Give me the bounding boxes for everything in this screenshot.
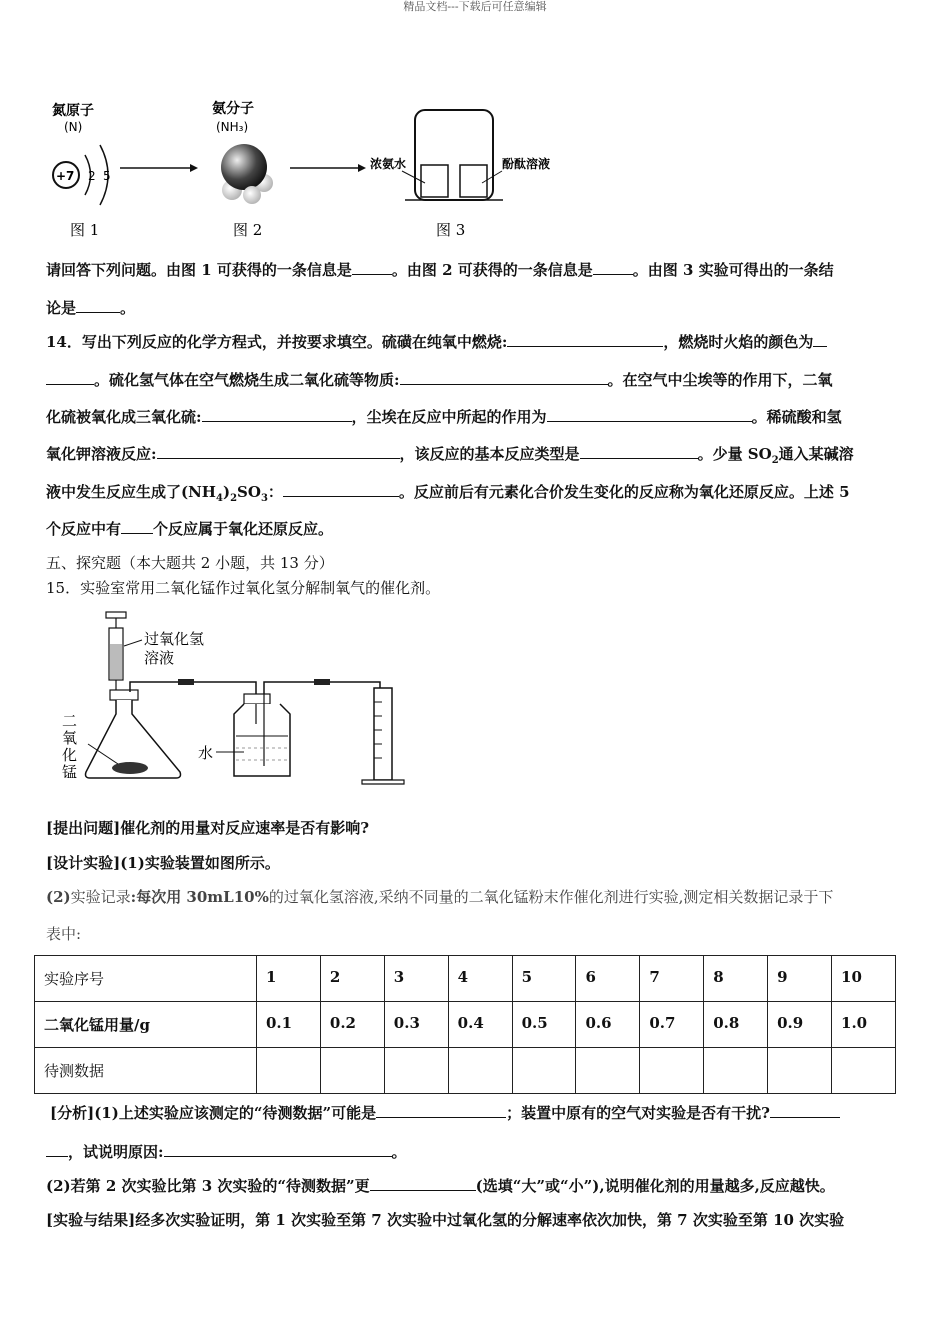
input-cell[interactable]: [257, 1048, 321, 1094]
row-header: 二氧化锰用量/g: [35, 1002, 257, 1048]
h2o2-label: 过氧化氢: [144, 630, 205, 648]
table-row: [35, 1002, 896, 1048]
mno2-label: 化: [62, 746, 78, 764]
q14-line-3: 化硫被氧化成三氧化硫: ，尘埃在反应中所起的作用为 。稀硫酸和氢: [46, 408, 842, 426]
left-beaker-label: 浓氨水: [370, 157, 407, 171]
answer-blank[interactable]: [580, 444, 698, 459]
answer-blank[interactable]: [164, 1142, 392, 1157]
answer-blank[interactable]: [507, 332, 663, 347]
mno2-label: 锰: [62, 763, 78, 781]
h2o2-pointer: [124, 640, 142, 646]
input-cell[interactable]: [512, 1048, 576, 1094]
answer-blank[interactable]: [46, 370, 94, 385]
q14-line-6: 个反应中有 个反应属于氧化还原反应。: [46, 520, 334, 538]
figure-2-caption: 图 2: [233, 221, 263, 239]
page-header: 精品文档---下载后可任意编辑: [403, 0, 547, 13]
analysis-line-2: ，试说明原因: 。: [46, 1142, 407, 1162]
design-experiment: [设计实验](1)实验装置如图所示。: [46, 854, 280, 872]
syringe-top: [106, 612, 126, 618]
cylinder-base: [362, 780, 404, 784]
answer-blank[interactable]: [593, 260, 633, 275]
experiment-record: (2)实验记录:每次用 30mL10%的过氧化氢溶液,采纳不同量的二氧化锰粉末作催化剂进行实验,测定相关数据记录于下: [46, 888, 834, 906]
flask-stopper: [110, 690, 138, 700]
table-cell: 0.1: [257, 1002, 321, 1048]
bottle-stopper: [244, 694, 270, 704]
figure-1-caption: 图 1: [70, 221, 100, 239]
q14-line-1: 14．写出下列反应的化学方程式，并按要求填空。硫磺在纯氧中燃烧: ，燃烧时火焰的颜色为: [46, 332, 827, 352]
answer-blank[interactable]: [76, 298, 120, 313]
table-cell: 0.6: [576, 1002, 640, 1048]
table-cell: 0.9: [768, 1002, 832, 1048]
input-cell[interactable]: [640, 1048, 704, 1094]
right-beaker-label: 酚酞溶液: [502, 157, 551, 171]
answer-blank[interactable]: [157, 444, 400, 459]
apparatus-figure: [58, 606, 418, 796]
table-cell: 7: [640, 956, 704, 1002]
table-cell: 0.7: [640, 1002, 704, 1048]
table-cell: 0.4: [448, 1002, 512, 1048]
answer-blank[interactable]: [813, 332, 827, 347]
row-header: 待测数据: [35, 1048, 257, 1094]
section-title: 五、探究题（本大题共 2 小题，共 13 分）: [46, 554, 334, 572]
ask-question: [提出问题]催化剂的用量对反应速率是否有影响?: [46, 819, 369, 837]
experiment-result: [实验与结果]经多次实验证明，第 1 次实验至第 7 次实验中过氧化氢的分解速率依次加快，第 7 次实验至第 10 次实验: [46, 1211, 845, 1229]
input-cell[interactable]: [704, 1048, 768, 1094]
rubber-joint: [314, 679, 330, 685]
nitrogen-atom-label: 氮原子: [52, 103, 94, 119]
table-cell: 6: [576, 956, 640, 1002]
table-cell: 4: [448, 956, 512, 1002]
mno2-label: 氧: [62, 729, 78, 747]
answer-blank[interactable]: [376, 1103, 506, 1118]
figure-3-caption: 图 3: [436, 221, 466, 239]
answer-blank[interactable]: [400, 370, 608, 385]
table-cell: 0.8: [704, 1002, 768, 1048]
input-cell[interactable]: [448, 1048, 512, 1094]
table-cell: 2: [320, 956, 384, 1002]
input-cell[interactable]: [576, 1048, 640, 1094]
table-cell: 5: [512, 956, 576, 1002]
q14-line-4: 氧化钾溶液反应: ，该反应的基本反应类型是 。少量 $SO_2$通入某碱溶: [46, 445, 854, 466]
mno2-label: 二: [62, 712, 78, 730]
input-cell[interactable]: [384, 1048, 448, 1094]
input-cell[interactable]: [768, 1048, 832, 1094]
table-cell: 10: [832, 956, 896, 1002]
table-cell: 8: [704, 956, 768, 1002]
rubber-joint: [178, 679, 194, 685]
data-table: [34, 955, 896, 1094]
answer-blank[interactable]: [370, 1176, 476, 1191]
q13-line-2: 论是 。: [46, 299, 136, 317]
input-cell[interactable]: [832, 1048, 896, 1094]
answer-blank[interactable]: [283, 482, 399, 497]
q14-line-2: 。硫化氢气体在空气燃烧生成二氧化硫等物质: 。在空气中尘埃等的作用下，二氧: [46, 370, 833, 390]
table-row: [35, 1048, 896, 1094]
water-bottle: [234, 704, 290, 776]
table-cell: 3: [384, 956, 448, 1002]
solution-label: 溶液: [144, 649, 175, 667]
left-beaker: [421, 165, 448, 197]
table-cell: 1.0: [832, 1002, 896, 1048]
answer-blank[interactable]: [547, 407, 752, 422]
answer-blank[interactable]: [46, 1142, 68, 1157]
arrow-2-head: [358, 164, 366, 172]
answer-blank[interactable]: [121, 519, 153, 534]
answer-blank[interactable]: [202, 407, 352, 422]
nitrogen-atom: [221, 144, 267, 190]
table-cell: 0.5: [512, 1002, 576, 1048]
table-cell: 0.2: [320, 1002, 384, 1048]
shell2-electrons: 5: [103, 169, 111, 183]
nucleus-charge: +7: [56, 169, 75, 183]
shell1-electrons: 2: [88, 169, 96, 183]
ammonia-symbol: (NH₃): [216, 120, 249, 134]
experiment-record-end: 表中:: [46, 925, 82, 943]
answer-blank[interactable]: [352, 260, 392, 275]
analysis-line-1: [分析](1)上述实验应该测定的“待测数据”可能是 ；装置中原有的空气对实验是否有干扰?: [50, 1103, 840, 1123]
compare-question: (2)若第 2 次实验比第 3 次实验的“待测数据”更 (选填“大”或“小”),说明催化剂的用量越多,反应越快。: [46, 1177, 835, 1195]
table-cell: 1: [257, 956, 321, 1002]
hydrogen-atom: [243, 186, 261, 204]
q14-line-5: 液中发生反应生成了$(NH_4)_2SO_3$： 。反应前后有元素化合价发生变化的反应称为氧化还原反应。上述 5: [46, 483, 850, 504]
nitrogen-symbol: (N): [64, 120, 83, 134]
water-label: 水: [198, 744, 214, 762]
arrow-1-head: [190, 164, 198, 172]
ammonia-label: 氨分子: [212, 101, 254, 117]
row-header: 实验序号: [35, 956, 257, 1002]
answer-blank[interactable]: [770, 1103, 840, 1118]
atom-molecule-figure: [40, 95, 580, 245]
q15-title: 15．实验室常用二氧化锰作过氧化氢分解制氧气的催化剂。: [46, 579, 441, 597]
input-cell[interactable]: [320, 1048, 384, 1094]
right-beaker: [460, 165, 487, 197]
syringe-liquid: [110, 644, 122, 679]
table-cell: 9: [768, 956, 832, 1002]
table-cell: 0.3: [384, 1002, 448, 1048]
q13-line-1: 请回答下列问题。由图 1 可获得的一条信息是 。由图 2 可获得的一条信息是 。由图 3 实验可得出的一条结: [46, 261, 834, 279]
table-row: [35, 956, 896, 1002]
